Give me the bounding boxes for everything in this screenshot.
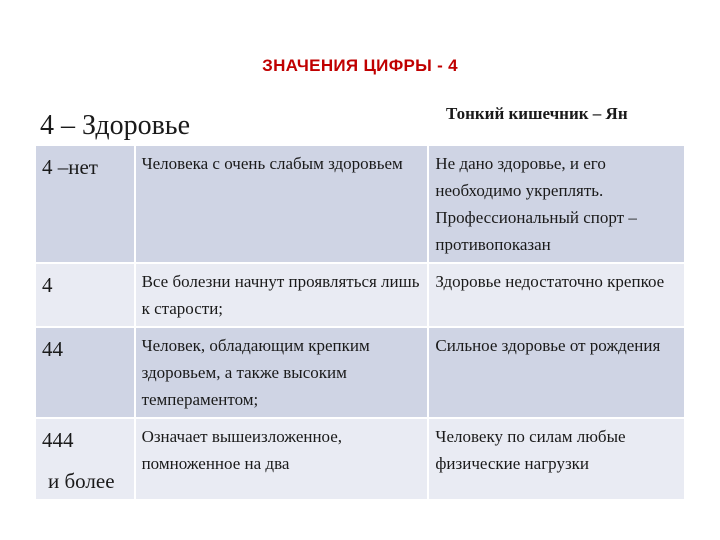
slide-title: ЗНАЧЕНИЯ ЦИФРЫ - 4 [262,56,458,75]
row-number: 4 –нет [42,155,98,179]
row-effect: Сильное здоровье от рождения [435,336,661,355]
row-number: 4 [42,273,53,297]
row-effect-cell [428,146,684,263]
row-number: 44 [42,337,63,361]
row-description: Человека с очень слабым здоровьем [141,154,403,173]
row-effect: Не дано здоровье, и его необходимо укреплять. Профессиональный спорт – противопоказан [435,154,637,254]
table-row [36,327,684,418]
row-number-cell [36,146,135,263]
row-effect-cell [428,418,684,499]
row-number-suffix: и более [48,469,115,493]
row-description-cell [135,418,429,499]
row-number-cell [36,263,135,327]
row-description: Человек, обладающим крепким здоровьем, а также высоким темпераментом; [141,336,370,409]
meanings-table [36,146,684,499]
left-heading: 4 – Здоровье [40,110,190,141]
table-row [36,146,684,263]
right-heading: Тонкий кишечник – Ян [446,104,628,123]
row-description: Все болезни начнут проявляться лишь к старости; [141,272,420,318]
row-effect-cell [428,263,684,327]
row-number-cell [36,418,135,499]
row-description: Означает вышеизложенное, помноженное на два [141,427,343,473]
row-description-cell [135,327,429,418]
row-description-cell [135,146,429,263]
row-effect: Здоровье недостаточно крепкое [435,272,665,291]
table-row [36,418,684,499]
row-effect: Человеку по силам любые физические нагрузки [435,427,626,473]
table-row [36,263,684,327]
row-number-cell [36,327,135,418]
row-number: 444 [42,428,74,452]
row-effect-cell [428,327,684,418]
row-description-cell [135,263,429,327]
